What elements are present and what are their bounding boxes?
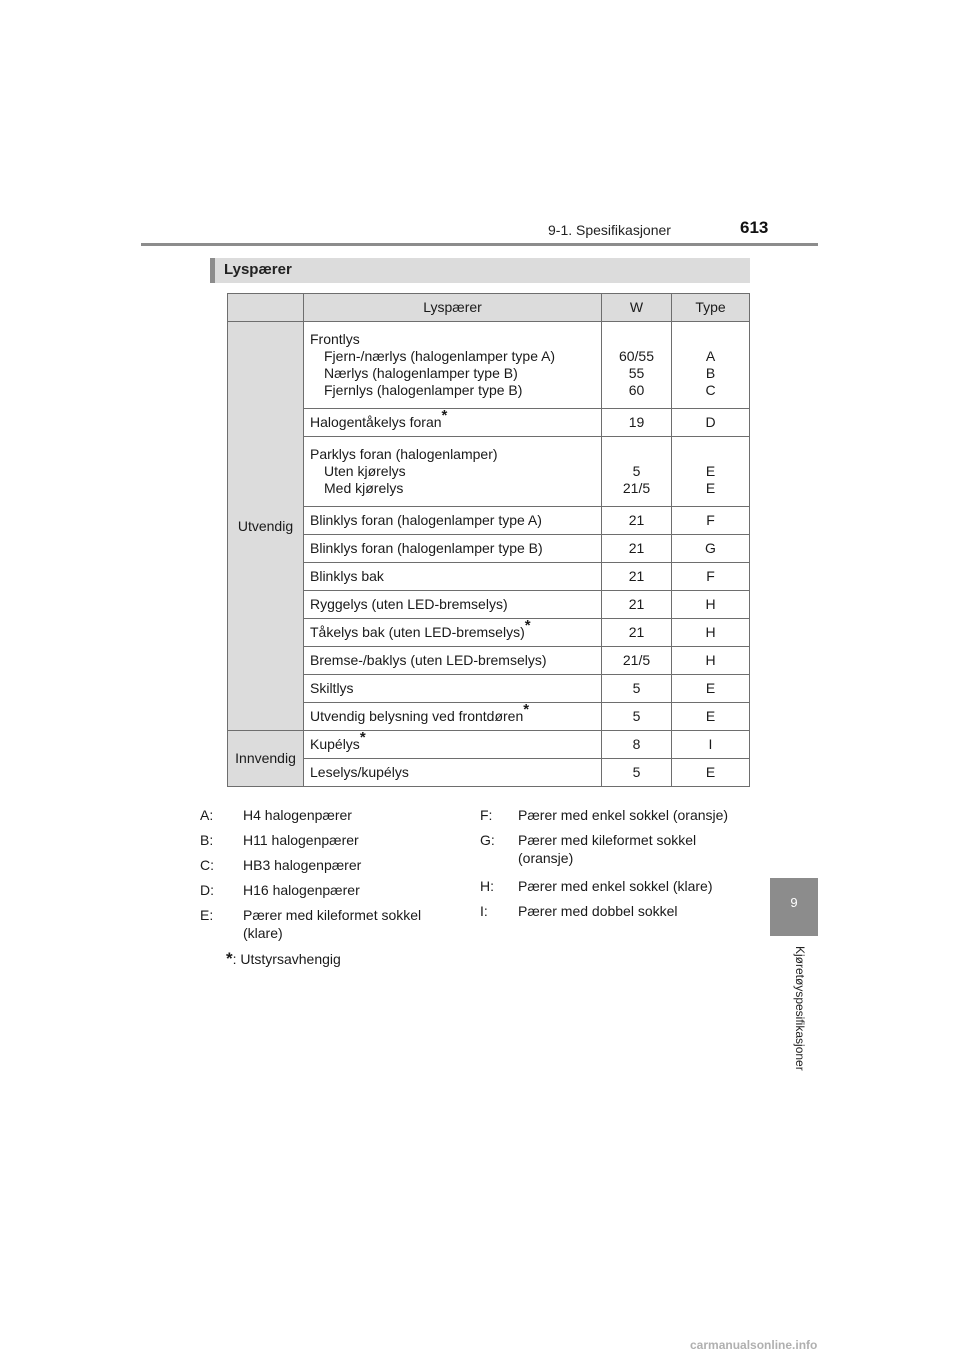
legend-value: HB3 halogenpærer	[243, 857, 362, 873]
wattage-value: 21/5	[622, 652, 651, 668]
section-title: Lyspærer	[224, 261, 292, 278]
legend-key: A:	[200, 807, 214, 823]
type-value: I	[708, 736, 713, 752]
wattage-value: 5	[632, 463, 641, 479]
type-value: B	[705, 365, 716, 381]
wattage-cell	[602, 322, 672, 409]
bulb-name-cell	[304, 409, 602, 437]
type-spacer	[678, 446, 743, 463]
bulb-name: Utvendig belysning ved frontdøren	[310, 708, 524, 724]
wattage-cell	[602, 507, 672, 535]
table-header-row	[228, 294, 750, 322]
bulb-name: Bremse-/baklys (uten LED-bremselys)	[310, 652, 547, 668]
bulb-name-line	[310, 617, 595, 641]
wattage-value: 60/55	[618, 348, 655, 364]
bulb-name: Blinklys foran (halogenlamper type A)	[310, 512, 542, 528]
type-value: E	[705, 680, 716, 696]
type-value: F	[706, 568, 715, 584]
legend-value: Pærer med enkel sokkel (klare)	[518, 878, 713, 894]
wattage-cell	[602, 619, 672, 647]
wattage-value: 21	[628, 540, 645, 556]
table-row	[228, 322, 750, 409]
bulb-name: Blinklys bak	[310, 568, 384, 584]
table-body	[228, 322, 750, 787]
footnote-star: *	[226, 949, 233, 968]
legend-key: C:	[200, 857, 214, 873]
legend-key: F:	[480, 807, 493, 823]
type-cell	[672, 507, 750, 535]
legend-value: Pærer med enkel sokkel (oransje)	[518, 807, 729, 823]
type-value: E	[705, 463, 716, 479]
bulb-name: Kupélys	[310, 736, 360, 752]
col-header-watt: W	[602, 294, 672, 322]
wattage-spacer	[608, 331, 665, 348]
wattage-value: 21	[628, 568, 645, 584]
wattage-value: 55	[628, 365, 645, 381]
type-value: H	[705, 596, 716, 612]
type-value: E	[705, 480, 716, 496]
chapter-number: 9	[790, 895, 798, 910]
wattage-value: 5	[632, 764, 641, 780]
type-cell	[672, 535, 750, 563]
legend-value: H16 halogenpærer	[243, 882, 360, 898]
bulb-name-cell	[304, 535, 602, 563]
bulb-name-cell	[304, 703, 602, 731]
equipment-star: *	[441, 407, 448, 425]
page-number: 613	[740, 218, 769, 237]
bulb-name: Frontlys	[310, 331, 360, 347]
type-cell	[672, 703, 750, 731]
wattage-value: 21	[628, 624, 645, 640]
footnote	[226, 950, 341, 968]
bulb-name-cell	[304, 619, 602, 647]
legend-value: H4 halogenpærer	[243, 807, 352, 823]
bulb-subtype: Fjern-/nærlys (halogenlamper type A)	[324, 348, 556, 364]
bulb-name-line	[310, 701, 595, 725]
type-value: C	[705, 382, 716, 398]
bulb-name-cell	[304, 731, 602, 759]
legend-key: E:	[200, 907, 214, 923]
table-row	[228, 759, 750, 787]
bulb-name: Tåkelys bak (uten LED-bremselys)	[310, 624, 525, 640]
corner-cell	[228, 294, 304, 322]
bulb-name-cell	[304, 647, 602, 675]
type-cell	[672, 647, 750, 675]
col-header-type: Type	[672, 294, 750, 322]
bulb-name-line	[310, 407, 595, 431]
section-marker	[210, 258, 215, 283]
header-divider	[141, 243, 818, 246]
bulb-subtype: Uten kjørelys	[324, 463, 406, 479]
type-cell	[672, 437, 750, 507]
type-value: E	[705, 708, 716, 724]
wattage-value: 19	[628, 414, 645, 430]
legend-key: I:	[480, 903, 488, 919]
col-header-bulb: Lyspærer	[304, 294, 602, 322]
bulb-name-cell	[304, 563, 602, 591]
group-label-innvendig: Innvendig	[228, 731, 304, 787]
bulb-subtype: Med kjørelys	[324, 480, 404, 496]
section-title-bar	[210, 258, 750, 283]
bulb-name-cell	[304, 591, 602, 619]
type-cell	[672, 619, 750, 647]
wattage-value: 60	[628, 382, 645, 398]
legend-value: (klare)	[243, 925, 283, 941]
chapter-tab[interactable]	[770, 878, 818, 936]
equipment-star: *	[523, 701, 530, 719]
bulb-name-cell	[304, 507, 602, 535]
wattage-value: 5	[632, 708, 641, 724]
table-row	[228, 591, 750, 619]
wattage-cell	[602, 731, 672, 759]
wattage-cell	[602, 675, 672, 703]
bulb-name: Halogentåkelys foran	[310, 414, 442, 430]
bulb-name: Ryggelys (uten LED-bremselys)	[310, 596, 508, 612]
type-cell	[672, 322, 750, 409]
equipment-star: *	[524, 617, 531, 635]
legend-value: Pærer med dobbel sokkel	[518, 903, 678, 919]
wattage-cell	[602, 591, 672, 619]
footnote-text: : Utstyrsavhengig	[232, 951, 341, 967]
legend-key: B:	[200, 832, 214, 848]
type-value: H	[705, 652, 716, 668]
bulb-name: Skiltlys	[310, 680, 354, 696]
bulb-name-cell	[304, 675, 602, 703]
wattage-value: 8	[632, 736, 641, 752]
chapter-title: Kjøretøyspesifikasjoner	[793, 946, 807, 1071]
type-spacer	[678, 331, 743, 348]
bulb-name-cell	[304, 437, 602, 507]
type-value: E	[705, 764, 716, 780]
table-row	[228, 619, 750, 647]
bulb-table	[227, 293, 750, 787]
wattage-spacer	[608, 446, 665, 463]
table-row	[228, 563, 750, 591]
wattage-cell	[602, 437, 672, 507]
wattage-cell	[602, 563, 672, 591]
group-label-utvendig: Utvendig	[228, 322, 304, 731]
bulb-subtype: Nærlys (halogenlamper type B)	[324, 365, 518, 381]
type-cell	[672, 675, 750, 703]
type-value: A	[705, 348, 716, 364]
legend-value: Pærer med kileformet sokkel	[518, 832, 697, 848]
bulb-name: Leselys/kupélys	[310, 764, 409, 780]
watermark: carmanualsonline.info	[690, 1338, 818, 1352]
bulb-name-line	[310, 729, 595, 753]
wattage-value: 21/5	[622, 480, 651, 496]
equipment-star: *	[359, 729, 366, 747]
type-cell	[672, 563, 750, 591]
type-value: G	[705, 540, 716, 556]
table-row	[228, 535, 750, 563]
legend-key: D:	[200, 882, 214, 898]
table-row	[228, 731, 750, 759]
wattage-value: 5	[632, 680, 641, 696]
wattage-cell	[602, 647, 672, 675]
type-cell	[672, 731, 750, 759]
table-row	[228, 409, 750, 437]
wattage-cell	[602, 703, 672, 731]
type-value: F	[706, 512, 715, 528]
wattage-value: 21	[628, 596, 645, 612]
bulb-name-cell	[304, 759, 602, 787]
table-row	[228, 507, 750, 535]
bulb-name-cell	[304, 322, 602, 409]
table-row	[228, 437, 750, 507]
table-row	[228, 675, 750, 703]
type-cell	[672, 591, 750, 619]
type-cell	[672, 759, 750, 787]
legend-key: H:	[480, 878, 494, 894]
type-value: D	[705, 414, 716, 430]
bulb-name: Blinklys foran (halogenlamper type B)	[310, 540, 543, 556]
wattage-value: 21	[628, 512, 645, 528]
legend-value: Pærer med kileformet sokkel	[243, 907, 422, 923]
type-value: H	[705, 624, 716, 640]
section-header: 9-1. Spesifikasjoner	[548, 222, 671, 238]
legend-key: G:	[480, 832, 495, 848]
wattage-cell	[602, 409, 672, 437]
legend-value: (oransje)	[518, 850, 574, 866]
legend-value: H11 halogenpærer	[243, 832, 359, 848]
table-row	[228, 703, 750, 731]
bulb-subtype: Fjernlys (halogenlamper type B)	[324, 382, 523, 398]
wattage-cell	[602, 535, 672, 563]
table-row	[228, 647, 750, 675]
bulb-name: Parklys foran (halogenlamper)	[310, 446, 498, 462]
type-cell	[672, 409, 750, 437]
wattage-cell	[602, 759, 672, 787]
